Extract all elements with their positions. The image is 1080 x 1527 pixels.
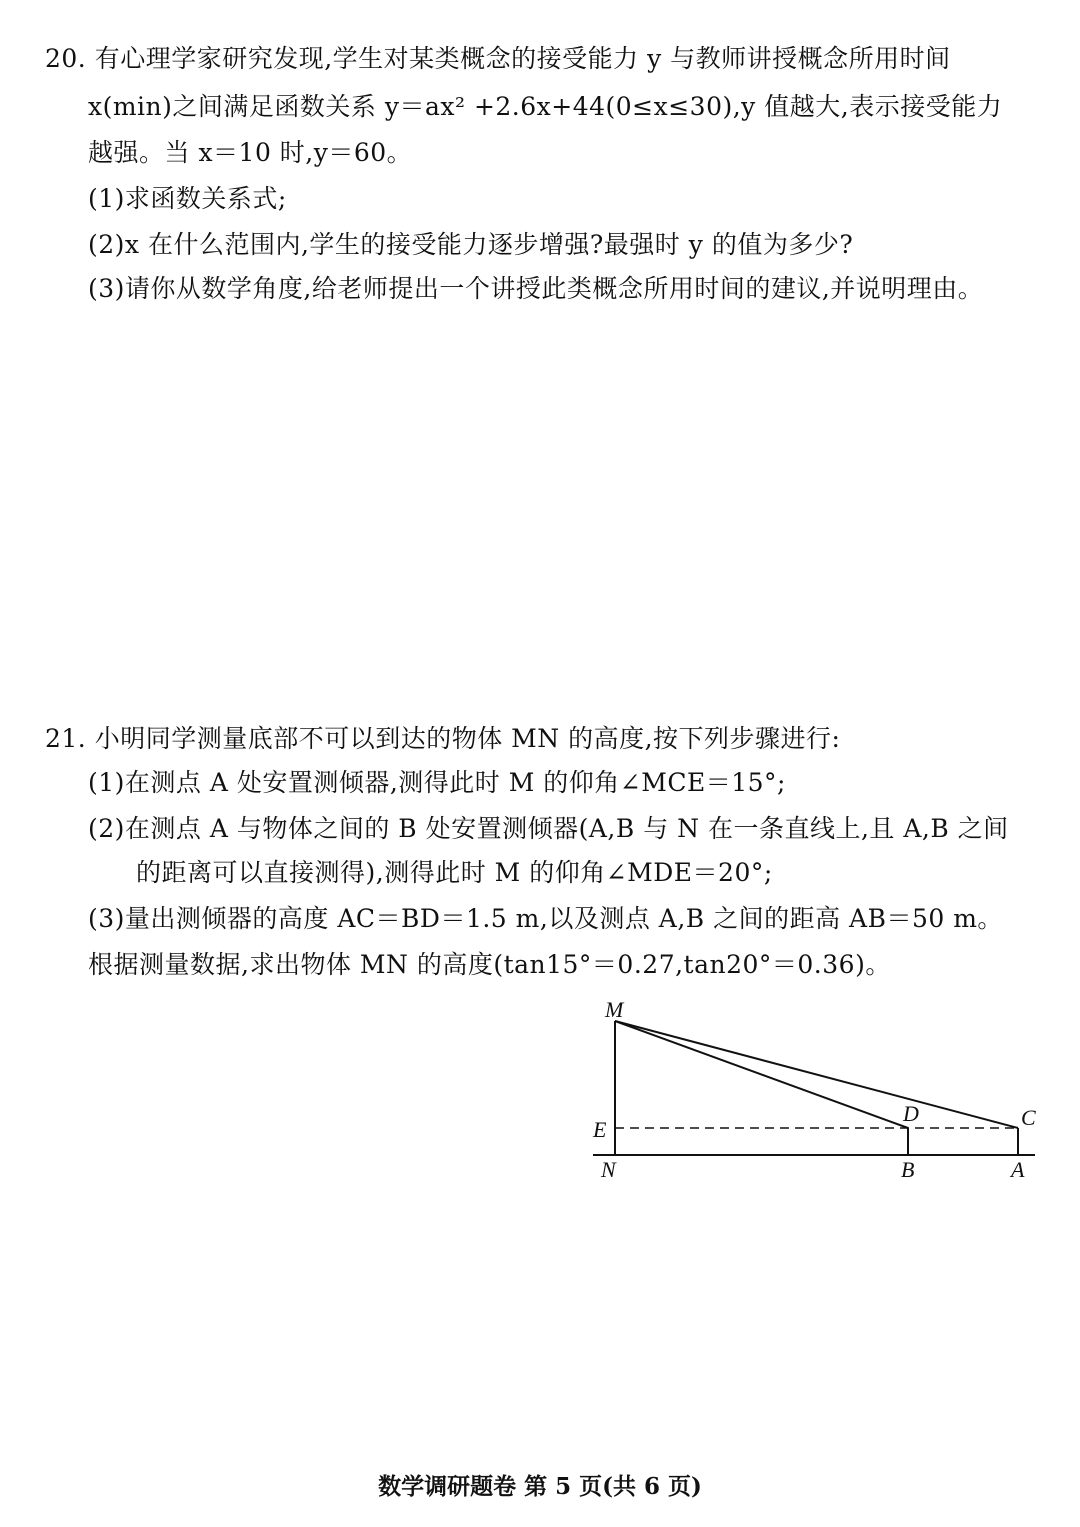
label-B: B — [901, 1157, 915, 1182]
sightline-MD — [615, 1021, 908, 1128]
q21-part2a: (2)在测点 A 与物体之间的 B 处安置测倾器(A,B 与 N 在一条直线上,且 A,B 之间 — [88, 814, 1009, 843]
q20-line2: x(min)之间满足函数关系 y＝ax² +2.6x+44(0≤x≤30),y 值越大,表示接受能力 — [88, 92, 1003, 121]
q21-last-line: 根据测量数据,求出物体 MN 的高度(tan15°＝0.27,tan20°＝0.36)。 — [88, 950, 891, 979]
measurement-diagram — [585, 995, 1045, 1185]
q21-part1: (1)在测点 A 处安置测倾器,测得此时 M 的仰角∠MCE＝15°; — [88, 768, 786, 797]
label-D: D — [903, 1101, 919, 1126]
label-C: C — [1021, 1105, 1036, 1130]
sightline-MC — [615, 1021, 1018, 1128]
q20-line1: 20. 有心理学家研究发现,学生对某类概念的接受能力 y 与教师讲授概念所用时间 — [45, 44, 951, 73]
q20-part1: (1)求函数关系式; — [88, 184, 287, 213]
page-footer: 数学调研题卷 第 5 页(共 6 页) — [378, 1473, 702, 1500]
q20-part3: (3)请你从数学角度,给老师提出一个讲授此类概念所用时间的建议,并说明理由。 — [88, 274, 984, 303]
q21-line1: 21. 小明同学测量底部不可以到达的物体 MN 的高度,按下列步骤进行: — [45, 724, 841, 753]
q21-part2b: 的距离可以直接测得),测得此时 M 的仰角∠MDE＝20°; — [136, 858, 773, 887]
q21-part3: (3)量出测倾器的高度 AC＝BD＝1.5 m,以及测点 A,B 之间的距高 AB＝50 m。 — [88, 904, 1003, 933]
label-E: E — [593, 1117, 607, 1142]
label-M: M — [605, 997, 624, 1022]
label-N: N — [601, 1157, 616, 1182]
q20-part2: (2)x 在什么范围内,学生的接受能力逐步增强?最强时 y 的值为多少? — [88, 230, 854, 259]
q20-line3: 越强。当 x＝10 时,y＝60。 — [88, 138, 413, 167]
label-A: A — [1011, 1157, 1025, 1182]
